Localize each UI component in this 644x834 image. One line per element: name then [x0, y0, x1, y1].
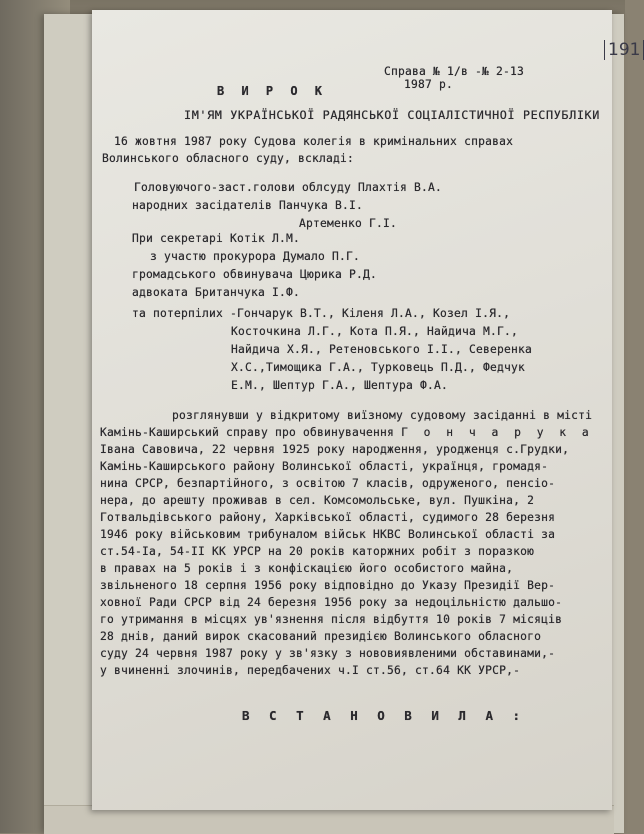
- defendant-surname: Г о н ч а р у к а: [401, 426, 594, 439]
- established-heading: В С Т А Н О В И Л А :: [242, 708, 527, 723]
- body-line: в правах на 5 років і з конфіскацією його особистого майна,: [100, 562, 514, 575]
- presiding-judge: Головуючого-заст.голови облсуду Плахтія В.А.: [134, 181, 443, 194]
- body-line-2-prefix: Камінь-Каширський справу про обвинувачення: [100, 426, 395, 439]
- body-line: ст.54-Іа, 54-ІІ КК УРСР на 20 років каторжних робіт з поразкою: [100, 545, 535, 558]
- assessor-1: народних засідателів Панчука В.І.: [132, 199, 364, 212]
- assessor-2: Артеменко Г.І.: [299, 217, 398, 230]
- body-line: нера, до арешту проживав в сел. Комсомольське, вул. Пушкіна, 2: [100, 494, 535, 507]
- victims-line-4: Х.С.,Тимощика Г.А., Турковець П.Д., Федчук: [231, 361, 526, 374]
- victims-line-5: Е.М., Шептур Г.А., Шептура Ф.А.: [231, 379, 449, 392]
- body-line: Готвальдівського району, Харківської області, судимого 28 березня: [100, 511, 556, 524]
- public-prosecutor: громадського обвинувача Цюрика Р.Д.: [132, 268, 378, 281]
- case-year: 1987 р.: [404, 78, 454, 91]
- document-title: В И Р О К: [217, 84, 328, 98]
- body-line: нина СРСР, безпартійного, з освітою 7 класів, одруженого, пенсіо-: [100, 477, 556, 490]
- body-line: ховної Ради СРСР від 24 березня 1956 року за недоцільністю дальшо-: [100, 596, 563, 609]
- document-page: [92, 10, 641, 810]
- body-line: 1946 року військовим трибуналом військ НКВС Волинської області за: [100, 528, 556, 541]
- body-line: Камінь-Каширського району Волинської області, українця, громадя-: [100, 460, 549, 473]
- prosecutor: з участю прокурора Думало П.Г.: [150, 250, 361, 263]
- page-number: 191: [604, 40, 644, 60]
- body-line-2: [100, 426, 593, 439]
- victims-line-1: та потерпілих -Гончарук В.Т., Кіленя Л.А., Козел І.Я.,: [132, 307, 511, 320]
- intro-line-2: Волинського обласного суду, вскладі:: [102, 152, 355, 165]
- body-line: 28 днів, даний вирок скасований президією Волинського обласного: [100, 630, 542, 643]
- case-number: Справа № 1/в -№ 2-13: [384, 65, 525, 78]
- body-line: суду 24 червня 1987 року у зв'язку з нововиявленими обставинами,-: [100, 647, 556, 660]
- intro-line-1: 16 жовтня 1987 року Судова колегія в кримінальних справах: [114, 135, 514, 148]
- victims-line-2: Косточкина Л.Г., Кота П.Я., Найдича М.Г.,: [231, 325, 519, 338]
- victims-line-3: Найдича Х.Я., Ретеновського І.І., Северенка: [231, 343, 533, 356]
- body-line-1: розглянувши у відкритому виїзному судовому засіданні в місті: [172, 409, 593, 422]
- lawyer: адвоката Британчука І.Ф.: [132, 286, 301, 299]
- body-line: звільненого 18 серпня 1956 року відповідно до Указу Президії Вер-: [100, 579, 556, 592]
- body-line: го утримання в місцях ув'язнення після відбуття 10 років 7 місяців: [100, 613, 563, 626]
- body-line: Івана Савовича, 22 червня 1925 року народження, уродженця с.Грудки,: [100, 443, 570, 456]
- body-line: у вчиненні злочинів, передбачених ч.І ст.56, ст.64 КК УРСР,-: [100, 664, 521, 677]
- secretary: При секретарі Котік Л.М.: [132, 232, 301, 245]
- republic-header: ІМ'ЯМ УКРАЇНСЬКОЇ РАДЯНСЬКОЇ СОЦІАЛІСТИЧНОЇ РЕСПУБЛІКИ: [184, 108, 600, 122]
